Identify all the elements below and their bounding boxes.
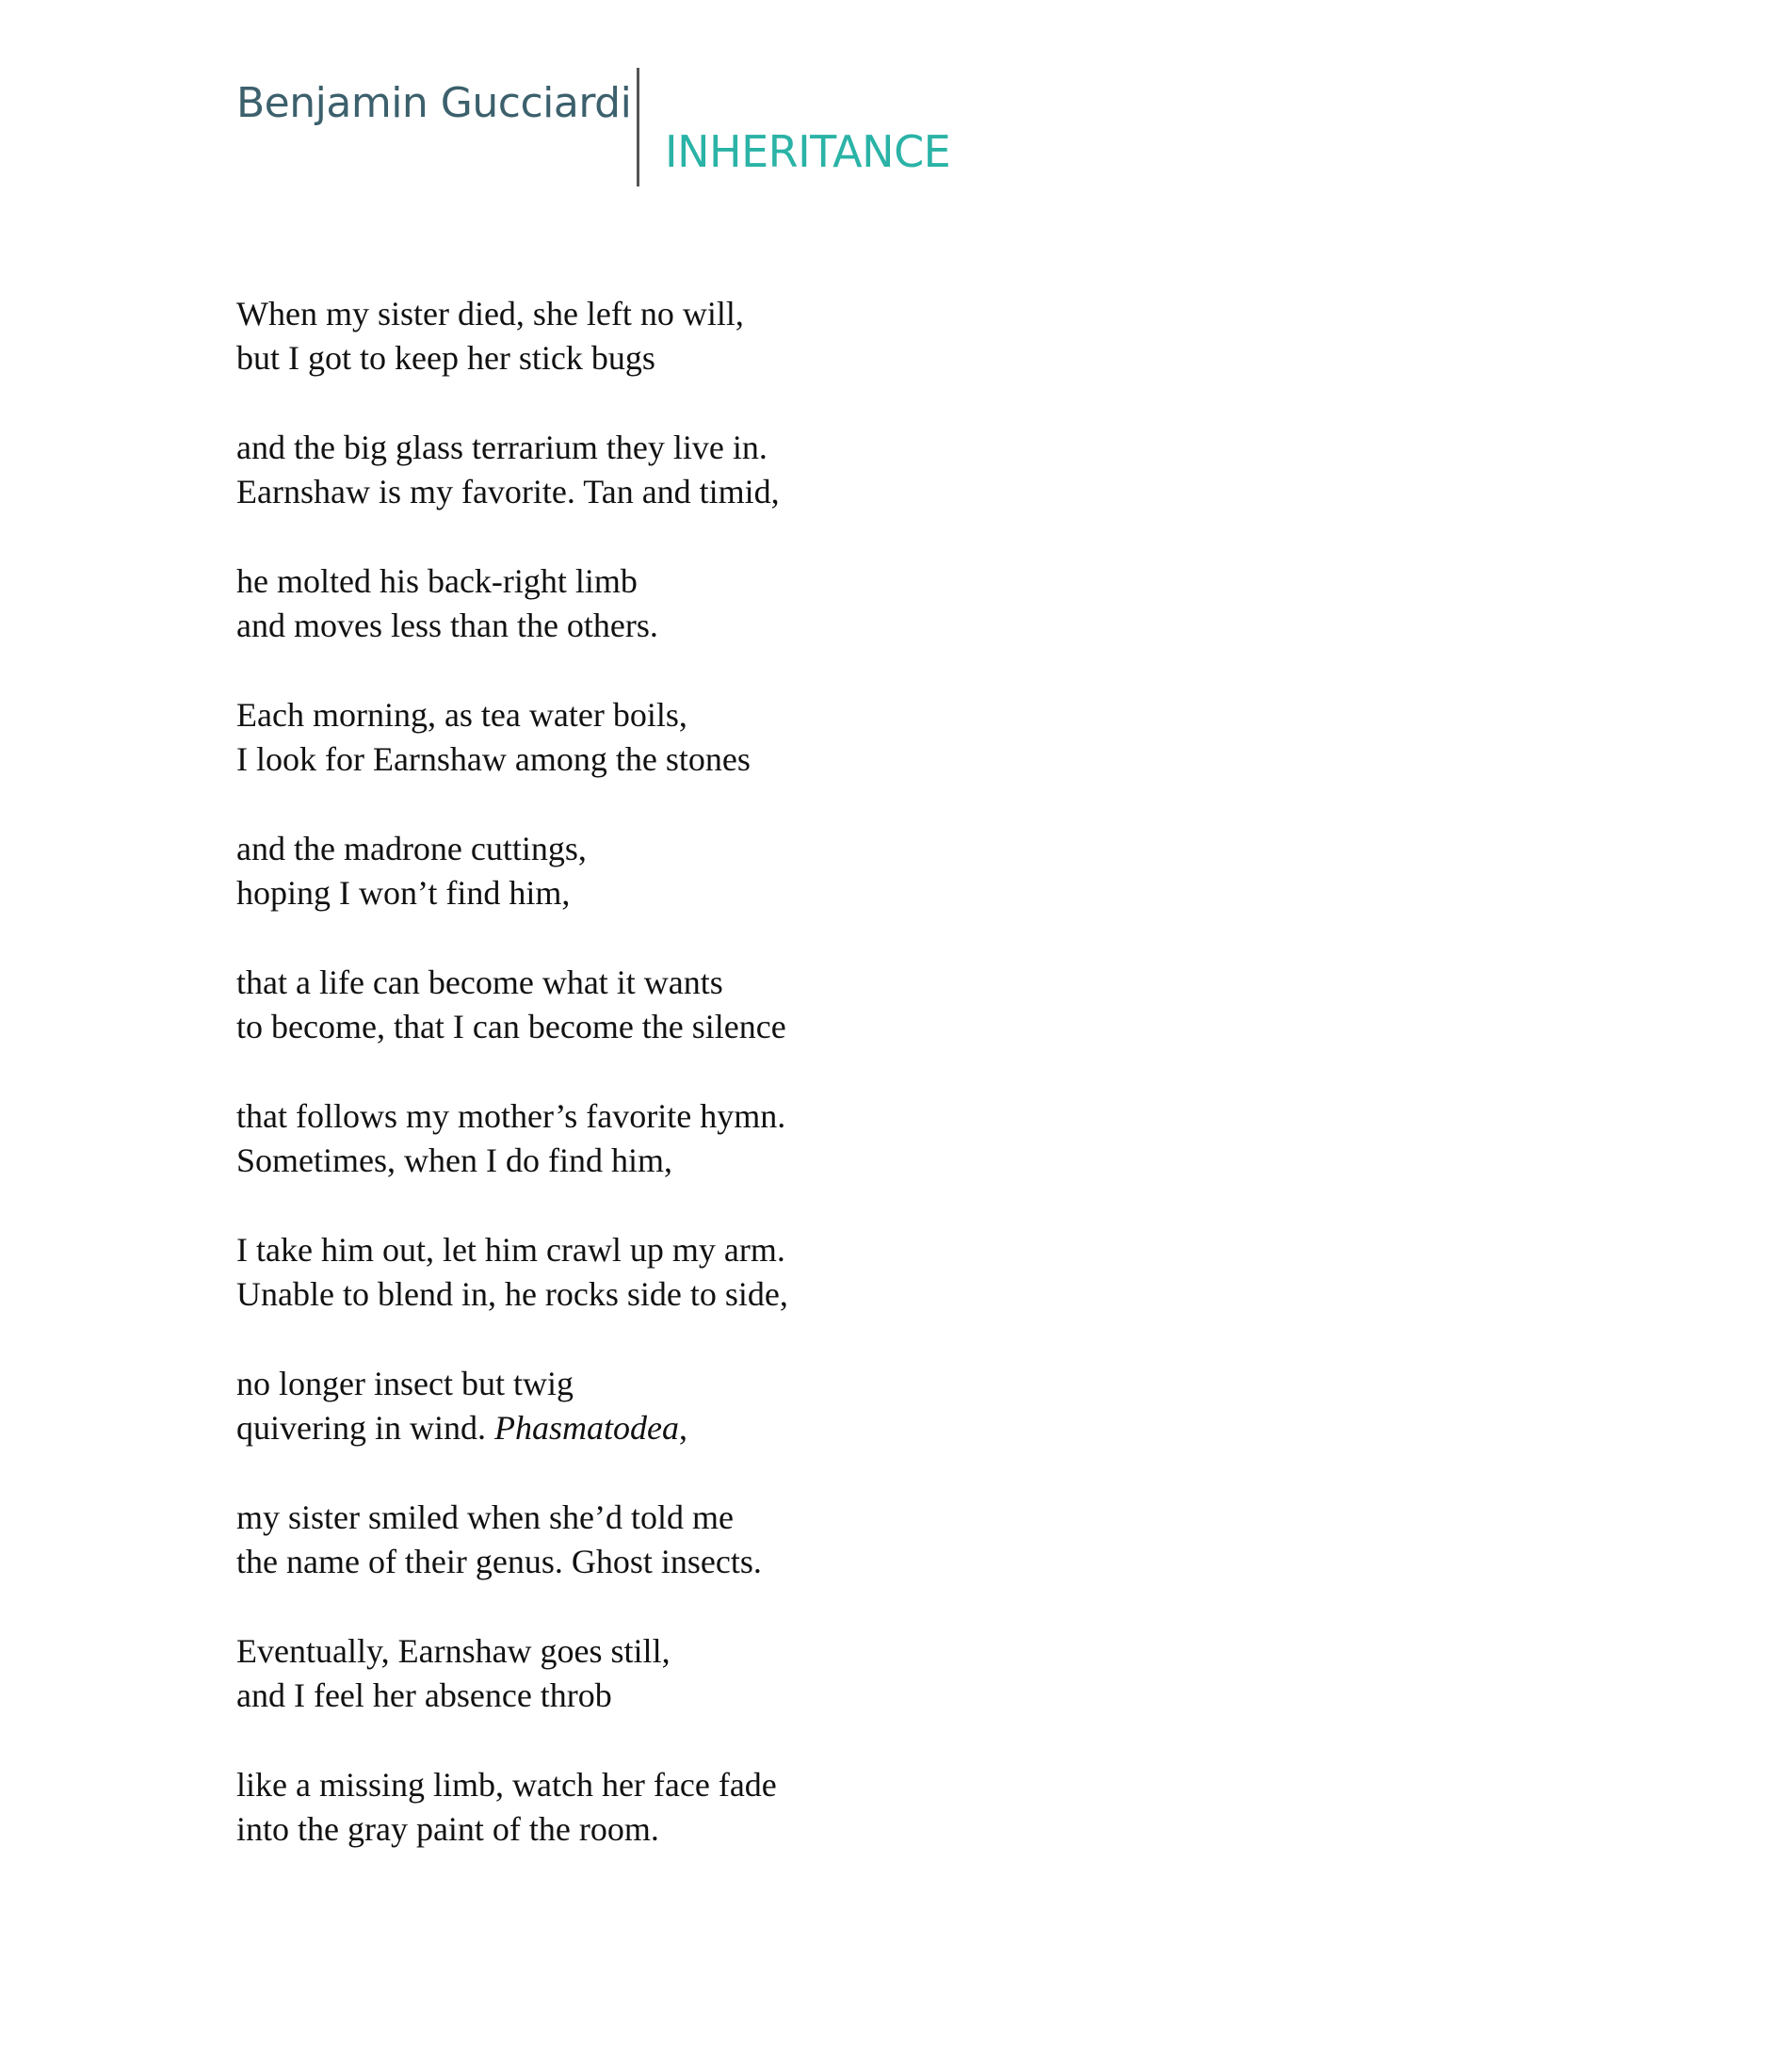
- poem-line: to become, that I can become the silence: [236, 1008, 786, 1045]
- poem-line: hoping I won’t find him,: [236, 874, 571, 912]
- poem-line: no longer insect but twig: [236, 1365, 574, 1402]
- poem-line: Unable to blend in, he rocks side to side,: [236, 1275, 788, 1313]
- poem-line: and the madrone cuttings,: [236, 830, 587, 867]
- poem-line: he molted his back-right limb: [236, 562, 638, 600]
- poem-line: into the gray paint of the room.: [236, 1810, 659, 1848]
- stanza: [236, 1763, 1366, 1852]
- stanza: [236, 559, 1366, 648]
- stanza: [236, 1362, 1366, 1450]
- poem-line: I take him out, let him crawl up my arm.: [236, 1231, 785, 1269]
- poem-line: Eventually, Earnshaw goes still,: [236, 1632, 671, 1670]
- poem-body: [236, 292, 1366, 1897]
- stanza: [236, 1629, 1366, 1718]
- poem-line: that follows my mother’s favorite hymn.: [236, 1097, 786, 1135]
- stanza: [236, 292, 1366, 380]
- italic-genus-name: Phasmatodea: [493, 1409, 679, 1447]
- poem-line: Sometimes, when I do find him,: [236, 1141, 672, 1179]
- stanza: [236, 693, 1366, 782]
- poem-line: my sister smiled when she’d told me: [236, 1498, 734, 1536]
- poem-line: Earnshaw is my favorite. Tan and timid,: [236, 473, 780, 510]
- poem-line: Each morning, as tea water boils,: [236, 696, 687, 734]
- poem-line-with-italic: [236, 1406, 1366, 1450]
- header-divider: [637, 68, 639, 186]
- poem-line: like a missing limb, watch her face fade: [236, 1766, 777, 1804]
- poem-line: but I got to keep her stick bugs: [236, 339, 655, 377]
- poem-line: and moves less than the others.: [236, 607, 658, 644]
- author-name: Benjamin Gucciardi: [236, 79, 632, 127]
- stanza: [236, 827, 1366, 915]
- poem-line: the name of their genus. Ghost insects.: [236, 1543, 762, 1580]
- stanza: [236, 1228, 1366, 1317]
- line-prefix: quivering in wind.: [236, 1409, 494, 1447]
- stanza: [236, 426, 1366, 514]
- stanza: [236, 1094, 1366, 1183]
- poem-title: INHERITANCE: [665, 126, 951, 177]
- poem-line: When my sister died, she left no will,: [236, 295, 744, 332]
- poem-line: and the big glass terrarium they live in.: [236, 429, 768, 466]
- line-suffix: ,: [678, 1409, 687, 1447]
- poem-line: that a life can become what it wants: [236, 963, 723, 1001]
- stanza: [236, 961, 1366, 1049]
- poem-line: and I feel her absence throb: [236, 1676, 612, 1714]
- stanza: [236, 1496, 1366, 1584]
- poem-line: I look for Earnshaw among the stones: [236, 740, 751, 778]
